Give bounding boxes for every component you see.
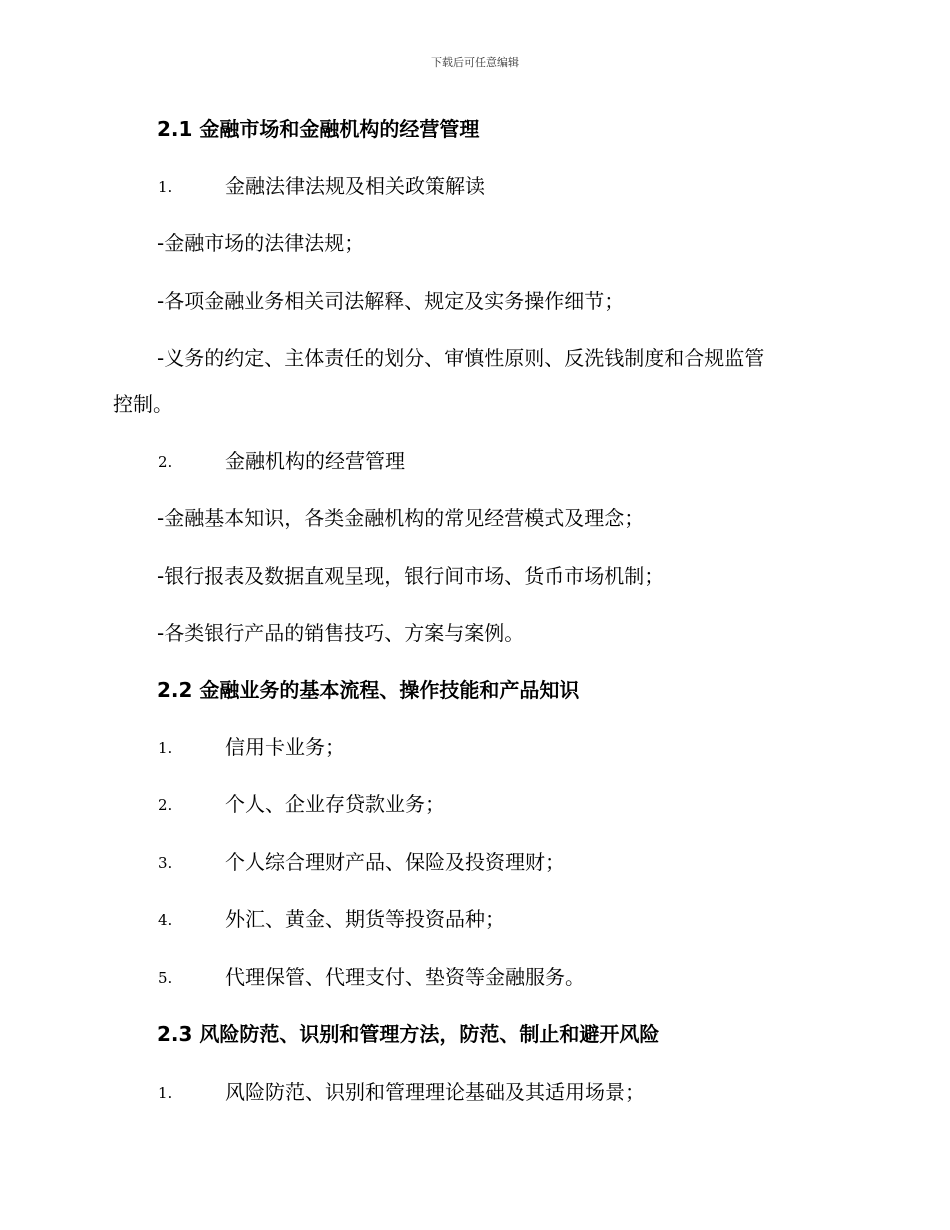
list-item-text: 个人、企业存贷款业务； xyxy=(225,792,445,816)
list-number: 5. xyxy=(158,969,173,987)
list-item-text: 代理保管、代理支付、垫资等金融服务。 xyxy=(225,965,585,989)
list-number: 2. xyxy=(158,796,173,814)
bullet-line: -各项金融业务相关司法解释、规定及实务操作细节； xyxy=(157,289,625,313)
list-number: 4. xyxy=(158,911,173,929)
bullet-line-continuation: 控制。 xyxy=(113,392,173,416)
list-item-text: 风险防范、识别和管理理论基础及其适用场景； xyxy=(225,1080,645,1104)
list-item-text: 个人综合理财产品、保险及投资理财； xyxy=(225,850,565,874)
bullet-line: -金融基本知识，各类金融机构的常见经营模式及理念； xyxy=(157,506,645,530)
list-number: 1. xyxy=(158,739,173,757)
bullet-line: -金融市场的法律法规； xyxy=(157,231,365,255)
list-item-text: 信用卡业务； xyxy=(225,735,345,759)
bullet-line: -义务的约定、主体责任的划分、审慎性原则、反洗钱制度和合规监管 xyxy=(157,346,765,370)
list-number: 3. xyxy=(158,854,173,872)
section-heading: 2.2 金融业务的基本流程、操作技能和产品知识 xyxy=(157,678,580,702)
list-number: 1. xyxy=(158,178,173,196)
list-item-text: 外汇、黄金、期货等投资品种； xyxy=(225,907,505,931)
list-item-text: 金融法律法规及相关政策解读 xyxy=(225,174,485,198)
bullet-line: -各类银行产品的销售技巧、方案与案例。 xyxy=(157,621,525,645)
section-heading: 2.1 金融市场和金融机构的经营管理 xyxy=(157,117,480,141)
bullet-line: -银行报表及数据直观呈现，银行间市场、货币市场机制； xyxy=(157,564,665,588)
list-item-text: 金融机构的经营管理 xyxy=(225,449,405,473)
section-heading: 2.3 风险防范、识别和管理方法，防范、制止和避开风险 xyxy=(157,1022,660,1046)
list-number: 1. xyxy=(158,1084,173,1102)
list-number: 2. xyxy=(158,453,173,471)
page-header: 下载后可任意编辑 xyxy=(431,56,519,69)
